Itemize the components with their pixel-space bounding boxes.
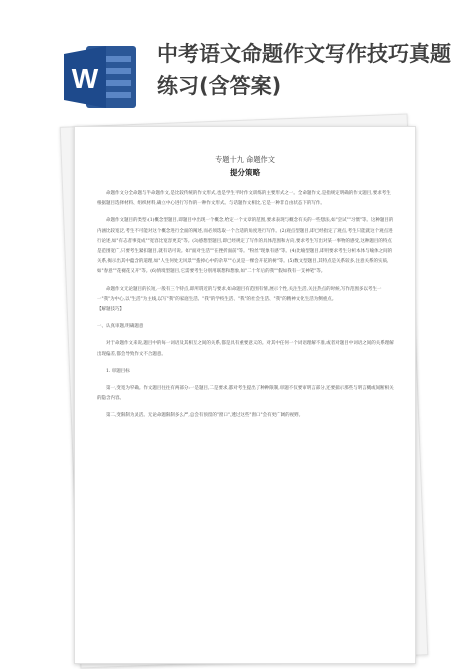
paragraph: 一、认真审题,明确题意 xyxy=(97,324,144,330)
document-page-preview xyxy=(74,126,416,664)
paragraph: 第一,变宽为窄确。作文题目往往有两部分:一是题目,二是要求,都对考生提出了种种限制,审题不仅要审明言部分,还要揣示那些与明言概或间断相关的隐含内容。 xyxy=(97,386,394,402)
paragraph: 命题作文分全命题与半命题作文,是比较传统的作文形式,也是学生平时作文训练的主要形式之一。全命题作文,是指规定明确的作文题目,要求考生根据题目选择材料、组织材料,确立中心进行写作的一种作文形式。与话题作文相比,它是一种非自由状态下的写作。 xyxy=(97,191,391,207)
paragraph: 第二,变限制为灵活。无论命题限制多么严,总会有预留的"窗口",透过这些"窗口"会有更广阔的视野。 xyxy=(106,413,304,419)
document-title: 中考语文命题作文写作技巧真题练习(含答案) xyxy=(157,42,451,98)
section-subheading: 提分策略 xyxy=(229,168,261,177)
word-app-icon xyxy=(62,40,138,114)
paragraph: 【解题技巧】 xyxy=(97,307,124,313)
paragraph: 对于命题作文来说,题目中的每一词语及其相互之间的关系,都是具有重要意义的。对其中任何一个词语理解不准,或者对题目中词语之间的关系理解出现偏差,都会导致作文不合题意。 xyxy=(97,341,394,357)
paragraph: 命题作文无论题目的长短,一般有三个特点,即所谓近的与要求,如命题目有范围有情,展示个性,关注生活,关注热点的时候,写作范围多以考生一一"我"为中心,以"生活"为主线,以写"我"的家庭生活、"我"的学校生活、"我"的社会生活、"我"的精神文化生活为侧重点。 xyxy=(97,286,382,302)
section-heading: 专题十九 命题作文 xyxy=(215,155,275,164)
paragraph: 命题作文题目的类型:(1)概念型题目,即题目中出现一个概念,给定一个文章的范围,要求表现与概念有关的一些想法,如"尝试""习惯"等。这种题目的内涵比较宽泛,考生不可能对这个概念进行全面的阐述,而必须选取一个合适的角度进行写作。(2)观点型题目,即已经指定了观点,考生只能就这个观点进行论述,如"有志者事竟成""宽容比宽容更美"等。(3)感想型题目,即已经规定了写作的具体范围和方向,要求考生写出对某一事物的感受,这种题目的特点是范围宽广,只要考生紧扣题目,就有话可说。如"面对生活""在挫折面前"等。"粉丝"现象有感"等。(4)比喻型题目,即用要求考生分析本体与喻体之间的关系,揭示出其中蕴含的道理,如"人生何处无风景""拨掉心中的杂草""心灵是一棵会开花的树"等。(5)数文型题目,其特点是关系较多,注意关系的实质,如"春意""花褪花又开"等。(6)情境型题目,它需要考生分别用联想和想象,如"二十年后的我""假如我有一支神笔"等。 xyxy=(97,218,394,275)
paragraph: 1. 审题目标 xyxy=(106,368,130,374)
document-body xyxy=(97,189,395,422)
svg-text:W: W xyxy=(71,63,99,94)
